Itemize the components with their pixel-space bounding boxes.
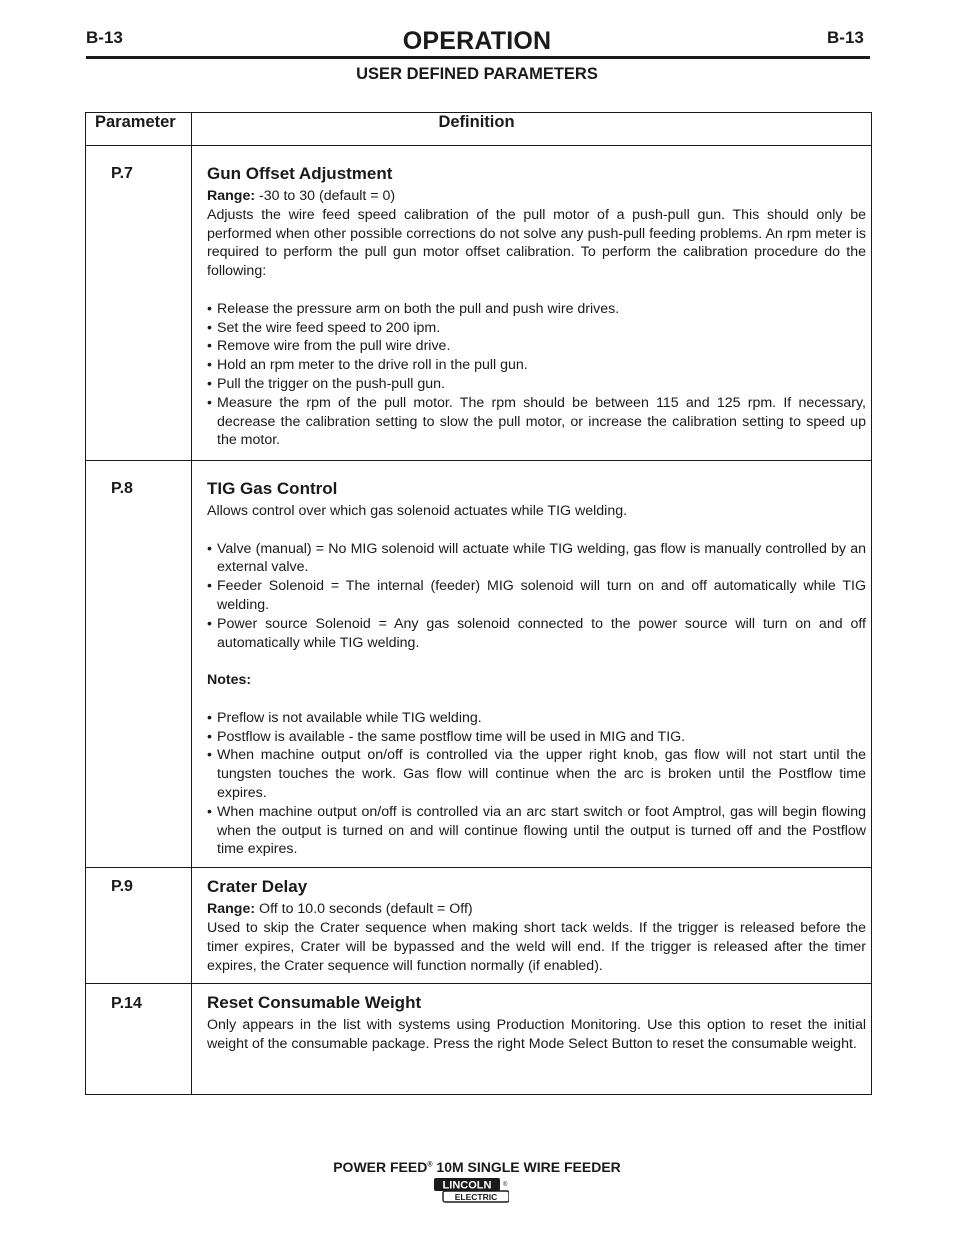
parameter-definition — [192, 146, 872, 461]
bullet-list — [207, 540, 866, 653]
list-item: • Feeder Solenoid = The internal (feeder) MIG solenoid will turn on and off automatically while TIG welding. — [207, 578, 866, 613]
list-item: • Set the wire feed speed to 200 ipm. — [207, 319, 441, 336]
table-row — [86, 868, 872, 984]
range-value: Off to 10.0 seconds (default = Off) — [255, 901, 473, 918]
table-row — [86, 146, 872, 461]
table-header-row — [86, 113, 872, 146]
notes-label: Notes: — [207, 672, 252, 689]
parameter-definition — [192, 984, 872, 1095]
footer-product-name: POWER FEED® 10M SINGLE WIRE FEEDER — [333, 1159, 621, 1175]
list-item: • Postflow is available - the same postflow time will be used in MIG and TIG. — [207, 728, 686, 745]
svg-text:ELECTRIC: ELECTRIC — [454, 1192, 498, 1202]
page-number-right: B-13 — [827, 28, 864, 47]
parameter-description: Adjusts the wire feed speed calibration of the pull motor of a push-pull gun. This should only be performed when other possible corrections do not solve any push-pull feeding problems. An rpm meter is required to perform the pull gun motor offset calibration. To perform the calibration procedure do the following: — [207, 206, 866, 280]
list-item: • Remove wire from the pull wire drive. — [207, 338, 451, 355]
list-item: • When machine output on/off is controlled via the upper right knob, gas flow will not start until the tungsten touches the work. Gas flow will continue when the arc is broken until the Postflow time expires. — [207, 747, 866, 801]
parameter-title: Reset Consumable Weight — [207, 993, 422, 1013]
parameter-definition — [192, 868, 872, 984]
table-row — [86, 984, 872, 1095]
parameter-code: P.14 — [86, 984, 192, 1095]
parameter-description: Used to skip the Crater sequence when making short tack welds. If the trigger is released before the timer expires, Crater will be bypassed and the weld will end. If the trigger is released after the timer expires, the Crater sequence will function normally (if enabled). — [207, 919, 866, 974]
list-item: • Preflow is not available while TIG welding. — [207, 709, 482, 726]
range-value: -30 to 30 (default = 0) — [255, 188, 396, 204]
list-item: • Valve (manual) = No MIG solenoid will actuate while TIG welding, gas flow is manually controlled by an external valve. — [207, 540, 866, 576]
header-rule — [86, 56, 870, 59]
list-item: • Release the pressure arm on both the pull and push wire drives. — [207, 300, 620, 317]
list-item: • Power source Solenoid = Any gas solenoid connected to the power source will turn on and off automatically while TIG welding. — [207, 615, 866, 651]
svg-text:®: ® — [503, 1182, 508, 1188]
parameter-definition — [192, 461, 872, 868]
parameter-title: Gun Offset Adjustment — [207, 164, 393, 183]
bullet-list — [207, 300, 866, 450]
list-item: • When machine output on/off is controlled via an arc start switch or foot Amptrol, gas will begin flowing when the output is turned on and will continue flowing until the output is turned off and the Postflow time expires. — [207, 803, 866, 858]
section-subtitle: USER DEFINED PARAMETERS — [356, 65, 598, 83]
parameter-title: Crater Delay — [207, 877, 308, 897]
page-title: OPERATION — [402, 27, 552, 55]
parameter-description: Only appears in the list with systems using Production Monitoring. Use this option to reset the initial weight of the consumable package. Press the right Mode Select Button to reset the consumable weight. — [207, 1017, 866, 1053]
parameter-code: P.9 — [86, 868, 192, 984]
range-label: Range: — [207, 901, 256, 918]
parameter-range — [207, 900, 866, 919]
list-item: • Measure the rpm of the pull motor. The rpm should be between 115 and 125 rpm. If necessary, decrease the calibration setting to slow the pull motor, or increase the calibration setting to speed up the motor. — [207, 394, 866, 449]
parameter-range — [207, 187, 866, 206]
range-label: Range: — [207, 188, 256, 204]
parameter-code: P.7 — [86, 146, 192, 461]
parameter-description: Allows control over which gas solenoid actuates while TIG welding. — [207, 503, 628, 519]
notes-list — [207, 709, 866, 859]
list-item: • Hold an rpm meter to the drive roll in the pull gun. — [207, 357, 528, 374]
list-item: • Pull the trigger on the push-pull gun. — [207, 375, 445, 392]
table-row — [86, 461, 872, 868]
svg-text:LINCOLN: LINCOLN — [442, 1179, 492, 1192]
column-header-definition: Definition — [192, 113, 872, 146]
parameters-table — [85, 112, 872, 1095]
column-header-parameter: Parameter — [86, 113, 192, 146]
parameter-title: TIG Gas Control — [207, 479, 338, 498]
parameter-code: P.8 — [86, 461, 192, 868]
lincoln-electric-logo — [433, 1177, 509, 1203]
page-number-left: B-13 — [86, 28, 123, 47]
